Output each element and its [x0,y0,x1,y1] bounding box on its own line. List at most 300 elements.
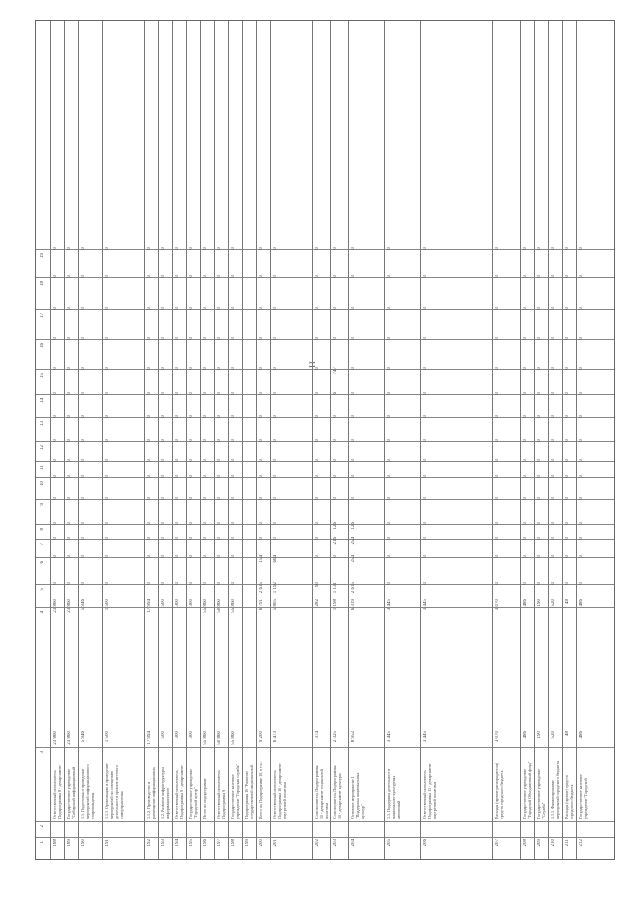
value-cell: 254 [351,555,356,563]
value-cell: 0 [423,459,428,462]
value-cell: 0 [495,475,500,478]
value-cell: 0 [105,415,110,418]
value-cell: 0 [423,337,428,340]
value-total: 5 946 [81,731,86,743]
value-cell: 0 [579,307,584,310]
row-description: Всего по Подпрограмме 10, в т.ч.: [258,761,263,819]
value-cell: 0 [217,367,222,370]
page-number: 11 [307,360,317,369]
value-col4: 5 805 [273,599,278,611]
value-cell: 0 [333,475,338,478]
value-cell: 0 [53,522,58,525]
value-cell: 0 [565,247,570,250]
value-cell: 0 [147,537,152,540]
value-cell: 0 [351,307,356,310]
value-col4: 300 [175,599,180,607]
value-cell: 0 [217,497,222,500]
value-cell: 0 [351,459,356,462]
value-cell: 0 [147,475,152,478]
value-cell: 0 [161,247,166,250]
value-cell: 0 [161,307,166,310]
value-cell: 0 [579,367,584,370]
value-cell: 0 [53,475,58,478]
value-cell: 0 [217,439,222,442]
value-cell: 0 [315,275,320,278]
value-cell: 0 [203,337,208,340]
value-total: 50 860 [217,731,222,745]
rotated-table [35,20,615,860]
value-cell: 0 [175,307,180,310]
value-cell: 0 [217,275,222,278]
value-cell: 0 [495,537,500,540]
value-cell: 0 [551,392,556,395]
value-cell: 0 [495,307,500,310]
column-header: 13 [40,421,45,426]
value-cell: 0 [147,247,152,250]
value-cell: 0 [161,367,166,370]
value-cell: 0 [189,415,194,418]
row-number: 210 [551,839,556,847]
value-col4: 3 445 [387,599,392,611]
value-cell: 0 [387,475,392,478]
value-col4: 50 860 [217,599,222,613]
column-header: 8 [40,528,45,531]
row-number: 192 [147,839,152,847]
value-cell: 0 [315,537,320,540]
value-cell: 0 [565,475,570,478]
value-cell: 0 [551,367,556,370]
value-col4: 3 445 [423,599,428,611]
column-header: 16 [40,343,45,348]
value-cell: 0 [217,582,222,585]
value-cell: 0 [259,337,264,340]
value-cell: 0 [189,247,194,250]
value-cell: 0 [387,497,392,500]
value-total: 8 952 [351,731,356,743]
value-cell: 0 [387,555,392,558]
value-cell: 0 [565,522,570,525]
value-total: 300 [189,731,194,739]
value-cell: 0 [315,415,320,418]
value-cell: 0 [203,307,208,310]
value-cell: 0 [273,522,278,525]
value-total: 1 500 [105,731,110,743]
value-total: 374 [315,731,320,739]
value-cell: 0 [551,415,556,418]
value-cell: 0 [81,307,86,310]
value-cell: 0 [231,582,236,585]
value-cell: 0 [523,367,528,370]
row-number: 200 [259,839,264,847]
value-cell: 0 [333,337,338,340]
value-cell: 0 [537,367,542,370]
value-cell: 0 [53,537,58,540]
value-cell: 0 [551,275,556,278]
value-total: 55 860 [203,731,208,745]
value-cell: 0 [387,537,392,540]
value-cell: 0 [523,275,528,278]
value-cell: 0 [315,247,320,250]
row-description: Соисполнитель Подпрограммы 10 - департамент культуры [332,765,342,819]
value-cell: 0 [189,537,194,540]
value-cell: 0 [523,475,528,478]
value-cell: 0 [351,439,356,442]
value-cell: 0 [147,582,152,585]
value-cell: 0 [53,555,58,558]
value-cell: 0 [53,439,58,442]
value-cell: 0 [189,497,194,500]
row-number: 207 [495,839,500,847]
value-cell: 0 [351,475,356,478]
value-cell: 0 [579,439,584,442]
value-cell: 0 [495,247,500,250]
value-cell: 0 [53,307,58,310]
value-cell: 0 [105,247,110,250]
value-cell: 0 [523,582,528,585]
value-cell: 0 [387,307,392,310]
value-col4: 1 198 [333,599,338,611]
value-cell: 0 [495,459,500,462]
row-description: Государственное учреждение "Сибирский информационный [66,766,76,819]
column-header: 14 [40,398,45,403]
row-description: Ответственный исполнитель Подпрограммы 10 - департамент внутренней политики [272,763,287,819]
value-cell: 0 [53,582,58,585]
value-cell: 747 [333,367,338,375]
value-cell: 0 [273,275,278,278]
value-cell: 0 [81,247,86,250]
value-cell: 0 [259,367,264,370]
value-cell: 0 [537,582,542,585]
value-total: 9 200 [259,731,264,743]
value-cell: 0 [523,555,528,558]
value-cell: 0 [53,415,58,418]
value-cell: 0 [105,555,110,558]
value-col4: 282 [315,599,320,607]
value-cell: 0 [67,367,72,370]
value-col4: 5 946 [81,599,86,611]
value-cell: 0 [579,337,584,340]
value-cell: 0 [579,537,584,540]
value-cell: 0 [105,497,110,500]
value-cell: 0 [81,439,86,442]
value-cell: 0 [579,275,584,278]
row-number: 211 [565,839,570,847]
value-cell: 0 [273,307,278,310]
value-cell: 0 [565,415,570,418]
value-cell: 0 [203,497,208,500]
value-cell: 0 [189,555,194,558]
value-cell: 0 [217,392,222,395]
column-header: 11 [40,465,45,470]
value-cell: 0 [147,392,152,395]
column-header: 5 [40,588,45,591]
value-cell: 0 [189,522,194,525]
value-cell: 0 [565,497,570,500]
value-cell: 0 [161,582,166,585]
value-cell: 0 [81,522,86,525]
row-description: Государственное учреждение "Служба" [536,768,546,819]
value-cell: 0 [551,582,556,585]
value-cell: 0 [105,522,110,525]
value-cell: 0 [565,275,570,278]
value-cell: 254 [351,537,356,545]
value-cell: 0 [579,475,584,478]
column-header: 7 [40,543,45,546]
value-cell: 154 [259,555,264,563]
column-header: 4 [40,611,45,614]
value-cell: 0 [203,522,208,525]
column-header: 12 [40,445,45,450]
value-cell: 0 [387,439,392,442]
value-cell: 0 [81,582,86,585]
row-number: 197 [217,839,222,847]
value-cell: 0 [315,475,320,478]
value-cell: 0 [231,522,236,525]
value-cell: 0 [175,555,180,558]
value-cell: 0 [273,459,278,462]
row-number: 198 [231,839,236,847]
value-cell: 0 [423,392,428,395]
value-cell: 0 [495,337,500,340]
value-cell: 0 [423,555,428,558]
value-cell: 0 [423,582,428,585]
value-cell: 0 [175,337,180,340]
value-cell: 0 [551,475,556,478]
value-cell: 0 [551,337,556,340]
value-cell: 0 [203,537,208,540]
row-description: 1.1. Поддержка деятельности национально-культурных автономий [386,769,401,819]
value-cell: 0 [53,497,58,500]
value-cell: 0 [351,497,356,500]
value-cell: 0 [81,337,86,340]
value-cell: 0 [53,367,58,370]
value-cell: 0 [495,555,500,558]
value-cell: 0 [537,337,542,340]
value-cell: 0 [161,537,166,540]
value-cell: 0 [231,275,236,278]
value-cell: 0 [189,582,194,585]
value-cell: 0 [423,537,428,540]
row-description: Ответственный исполнитель Подпрограммы 8 - департамент [52,765,62,819]
value-cell: 0 [259,392,264,395]
value-cell: 0 [423,247,428,250]
value-cell: 0 [203,439,208,442]
value-cell: 0 [203,459,208,462]
value-total: 17 994 [147,731,152,745]
value-cell: 0 [175,459,180,462]
row-description: Государственное казенное учреждение "Городская служба" [230,763,240,819]
value-cell: 0 [565,392,570,395]
value-cell: 0 [565,555,570,558]
value-cell: 0 [67,475,72,478]
value-total: 300 [175,731,180,739]
value-cell: 0 [273,475,278,478]
value-cell: 0 [551,555,556,558]
value-cell: 1 131 [333,582,338,594]
value-cell: 2 615 [259,582,264,594]
value-cell: 0 [189,392,194,395]
value-col4: 500 [161,599,166,607]
value-col4: 1 500 [105,599,110,611]
row-number: 196 [203,839,208,847]
value-cell: 0 [147,522,152,525]
value-cell: 0 [537,459,542,462]
value-cell: 0 [387,415,392,418]
value-cell: 0 [189,459,194,462]
value-cell: 0 [231,247,236,250]
value-cell: 0 [203,247,208,250]
value-cell: 0 [189,367,194,370]
value-cell: 0 [351,337,356,340]
value-cell: 0 [105,537,110,540]
value-cell: 0 [67,392,72,395]
row-description: Ответственный исполнитель Подпрограммы 11 - департамент внутренней политики [422,763,437,819]
value-cell: 0 [537,439,542,442]
row-number: 208 [523,839,528,847]
value-cell: 0 [423,307,428,310]
value-cell: 0 [523,392,528,395]
value-cell: 0 [523,522,528,525]
value-cell: 0 [67,275,72,278]
value-cell: 0 [67,582,72,585]
value-cell: 0 [105,582,110,585]
value-cell: 0 [315,337,320,340]
value-cell: 0 [579,247,584,250]
row-description: Основное мероприятие 1 "Поддержка национальных культур" [350,772,365,819]
value-cell: 0 [565,537,570,540]
value-cell: 0 [579,582,584,585]
value-cell: 0 [551,247,556,250]
column-header: 19 [40,253,45,258]
value-total: 486 [579,731,584,739]
value-cell: 0 [231,555,236,558]
value-cell: 0 [523,459,528,462]
value-cell: 0 [175,247,180,250]
value-total: 520 [551,731,556,739]
value-cell: 0 [423,522,428,525]
value-cell: 0 [161,337,166,340]
row-number: 209 [537,839,542,847]
row-description: Ответственный исполнитель Подпрограммы 9 [216,770,226,819]
value-cell: 0 [231,392,236,395]
value-cell: 0 [495,582,500,585]
value-cell: 0 [105,475,110,478]
value-cell: 0 [579,392,584,395]
row-number: 190 [81,839,86,847]
value-total: 3 070 [495,731,500,743]
value-cell: 0 [551,439,556,442]
value-cell: 2 615 [351,582,356,594]
value-cell: 0 [315,392,320,395]
value-cell: 0 [315,522,320,525]
row-number: 191 [105,839,110,847]
value-cell: 0 [495,439,500,442]
value-col4: 520 [551,599,556,607]
value-cell: 0 [259,497,264,500]
row-description: 1.2. Развитие инфраструктуры информационного [160,767,170,819]
value-cell: 0 [231,307,236,310]
value-cell: 0 [81,555,86,558]
value-cell: 0 [217,475,222,478]
row-description: 1.1.1. Финансирование мероприятий городского бюджета [550,761,560,819]
value-cell: 0 [315,367,320,370]
value-cell: 1 192 [273,582,278,594]
row-description: Расходы (прочие) средств городского бюджета [564,775,574,819]
value-col4: 48 [565,599,570,604]
value-cell: 0 [67,555,72,558]
value-cell: 216 [333,537,338,545]
column-header: 6 [40,561,45,564]
row-number: 199 [245,839,250,847]
value-cell: 0 [175,415,180,418]
value-cell: 0 [231,367,236,370]
value-cell: 0 [175,392,180,395]
value-cell: 0 [537,275,542,278]
value-cell: 0 [105,459,110,462]
value-cell: 0 [315,459,320,462]
value-cell: 0 [495,275,500,278]
value-cell: 0 [175,367,180,370]
column-header: 17 [40,313,45,318]
value-cell: 0 [217,307,222,310]
row-description: Соисполнитель Подпрограммы 10 - департамент социальной политики [314,765,329,819]
value-col4: 190 [537,599,542,607]
value-cell: 0 [537,415,542,418]
value-cell: 0 [203,555,208,558]
value-cell: 0 [551,497,556,500]
value-cell: 0 [67,522,72,525]
column-header: 15 [40,373,45,378]
value-cell: 0 [203,367,208,370]
value-cell: 0 [537,555,542,558]
value-cell: 0 [203,275,208,278]
value-cell: 0 [67,415,72,418]
row-description: Расходы (прочие распорядители) средств городского бюджета [494,762,504,819]
column-header: 10 [40,481,45,486]
value-col4: 486 [523,599,528,607]
value-col4: 300 [189,599,194,607]
value-cell: 0 [351,247,356,250]
column-header: 2 [40,825,45,828]
row-number: 195 [189,839,194,847]
value-cell: 0 [161,475,166,478]
value-cell: 0 [387,367,392,370]
value-cell: 0 [217,522,222,525]
value-cell: 0 [147,459,152,462]
value-total: 48 [565,731,570,736]
value-cell: 0 [423,367,428,370]
value-cell: 0 [273,497,278,500]
value-total: 55 860 [231,731,236,745]
value-cell: 0 [495,415,500,418]
value-col4: 6 791 [259,599,264,611]
value-cell: 0 [175,475,180,478]
value-cell: 0 [565,582,570,585]
row-description: 1.1. Подготовка и проведение мероприятий информационного сопровождения [80,764,95,819]
value-cell: 0 [495,392,500,395]
value-cell: 0 [579,415,584,418]
value-cell: 0 [259,415,264,418]
table-row [242,21,256,859]
value-cell: 0 [147,497,152,500]
value-cell: 0 [551,537,556,540]
value-cell: 0 [161,415,166,418]
row-number: 206 [423,839,428,847]
row-number: 205 [387,839,392,847]
value-cell: 0 [161,439,166,442]
row-number: 212 [579,839,584,847]
value-cell: 0 [175,537,180,540]
